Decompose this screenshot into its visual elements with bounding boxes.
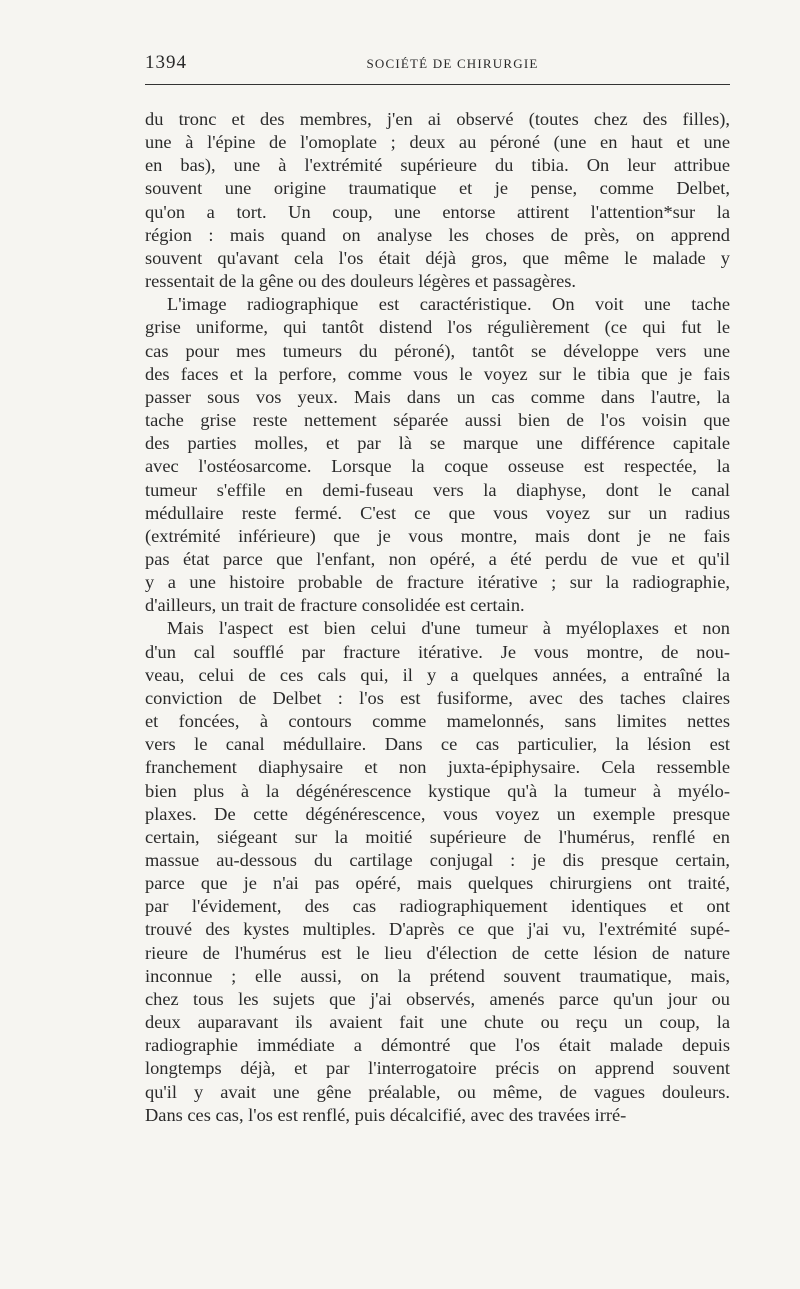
text-line: tache grise reste nettement séparée aussi bien de l'os voisin que [145,410,730,431]
text-line: des parties molles, et par là se marque une différence capitale [145,433,730,454]
text-line: radiographie immédiate a démontré que l'os était malade depuis [145,1035,730,1056]
text-line: vers le canal médullaire. Dans ce cas particulier, la lésion est [145,734,730,755]
text-line: ressentait de la gêne ou des douleurs légères et passagères. [145,271,576,292]
body-text [145,108,730,1127]
text-line: veau, celui de ces cals qui, il y a quelques années, a entraîné la [145,664,730,685]
text-line: bien plus à la dégénérescence kystique qu'à la tumeur à myélo- [145,780,730,801]
text-line: massue au-dessous du cartilage conjugal : je dis presque certain, [145,850,730,870]
text-line: tumeur s'effile en demi-fuseau vers la diaphyse, dont le canal [145,479,730,500]
text-line: cas pour mes tumeurs du péroné), tantôt se développe vers une [145,340,730,361]
text-line: médullaire reste fermé. C'est ce que vous voyez sur un radius [145,502,730,523]
page-header [145,52,730,85]
text-line: qu'on a tort. Un coup, une entorse attirent l'attention*sur la [145,201,730,222]
text-line: d'ailleurs, un trait de fracture consolidée est certain. [145,595,525,616]
text-line: plaxes. De cette dégénérescence, vous voyez un exemple presque [145,803,730,824]
paragraph [145,617,730,1126]
text-line: souvent une origine traumatique et je pense, comme Delbet, [145,178,730,199]
text-line: rieure de l'humérus est le lieu d'élection de cette lésion de nature [145,942,730,963]
text-line: du tronc et des membres, j'en ai observé (toutes chez des filles), [145,109,730,129]
text-line: souvent qu'avant cela l'os était déjà gros, que même le malade y [145,247,730,268]
text-line: trouvé des kystes multiples. D'après ce que j'ai vu, l'extrémité supé- [145,919,730,940]
text-line: par l'évidement, des cas radiographiquement identiques et ont [145,896,730,917]
text-line: passer sous vos yeux. Mais dans un cas comme dans l'autre, la [145,386,730,407]
paragraph [145,108,730,293]
text-line: inconnue ; elle aussi, on la prétend souvent traumatique, mais, [145,965,730,986]
text-line: chez tous les sujets que j'ai observés, amenés parce qu'un jour ou [145,988,730,1009]
text-line: deux auparavant ils avaient fait une chute ou reçu un coup, la [145,1012,730,1033]
book-page [145,52,730,1127]
text-line: franchement diaphysaire et non juxta-épiphysaire. Cela ressemble [145,757,730,778]
text-line: (extrémité inférieure) que je vous montre, mais dont je ne fais [145,525,730,546]
text-line: qu'il y avait une gêne préalable, ou même, de vagues douleurs. [145,1081,730,1102]
text-line: conviction de Delbet : l'os est fusiforme, avec des taches claires [145,687,730,708]
text-line: d'un cal soufflé par fracture itérative. Je vous montre, de nou- [145,641,730,662]
paragraph [145,293,730,617]
text-line: longtemps déjà, et par l'interrogatoire précis on apprend souvent [145,1058,730,1079]
text-line: des faces et la perfore, comme vous le voyez sur le tibia que je fais [145,363,730,384]
text-line: une à l'épine de l'omoplate ; deux au péroné (une en haut et une [145,132,730,153]
text-line: certain, siégeant sur la moitié supérieure de l'humérus, renflé en [145,826,730,847]
text-line: parce que je n'ai pas opéré, mais quelques chirurgiens ont traité, [145,873,730,894]
text-line: avec l'ostéosarcome. Lorsque la coque osseuse est respectée, la [145,456,730,477]
text-line: Mais l'aspect est bien celui d'une tumeur à myéloplaxes et non [167,618,730,639]
text-line: L'image radiographique est caractéristique. On voit une tache [167,294,730,315]
text-line: en bas), une à l'extrémité supérieure du tibia. On leur attribue [145,155,730,176]
text-line: y a une histoire probable de fracture itérative ; sur la radiographie, [145,572,730,593]
text-line: grise uniforme, qui tantôt distend l'os régulièrement (ce qui fut le [145,317,730,338]
text-line: Dans ces cas, l'os est renflé, puis décalcifié, avec des travées irré- [145,1104,627,1125]
text-line: pas état parce que l'enfant, non opéré, a été perdu de vue et qu'il [145,548,730,569]
text-line: région : mais quand on analyse les choses de près, on apprend [145,224,730,245]
running-head: SOCIÉTÉ DE CHIRURGIE [366,56,539,71]
page-number: 1394 [145,52,187,73]
text-line: et foncées, à contours comme mamelonnés, sans limites nettes [145,711,730,732]
